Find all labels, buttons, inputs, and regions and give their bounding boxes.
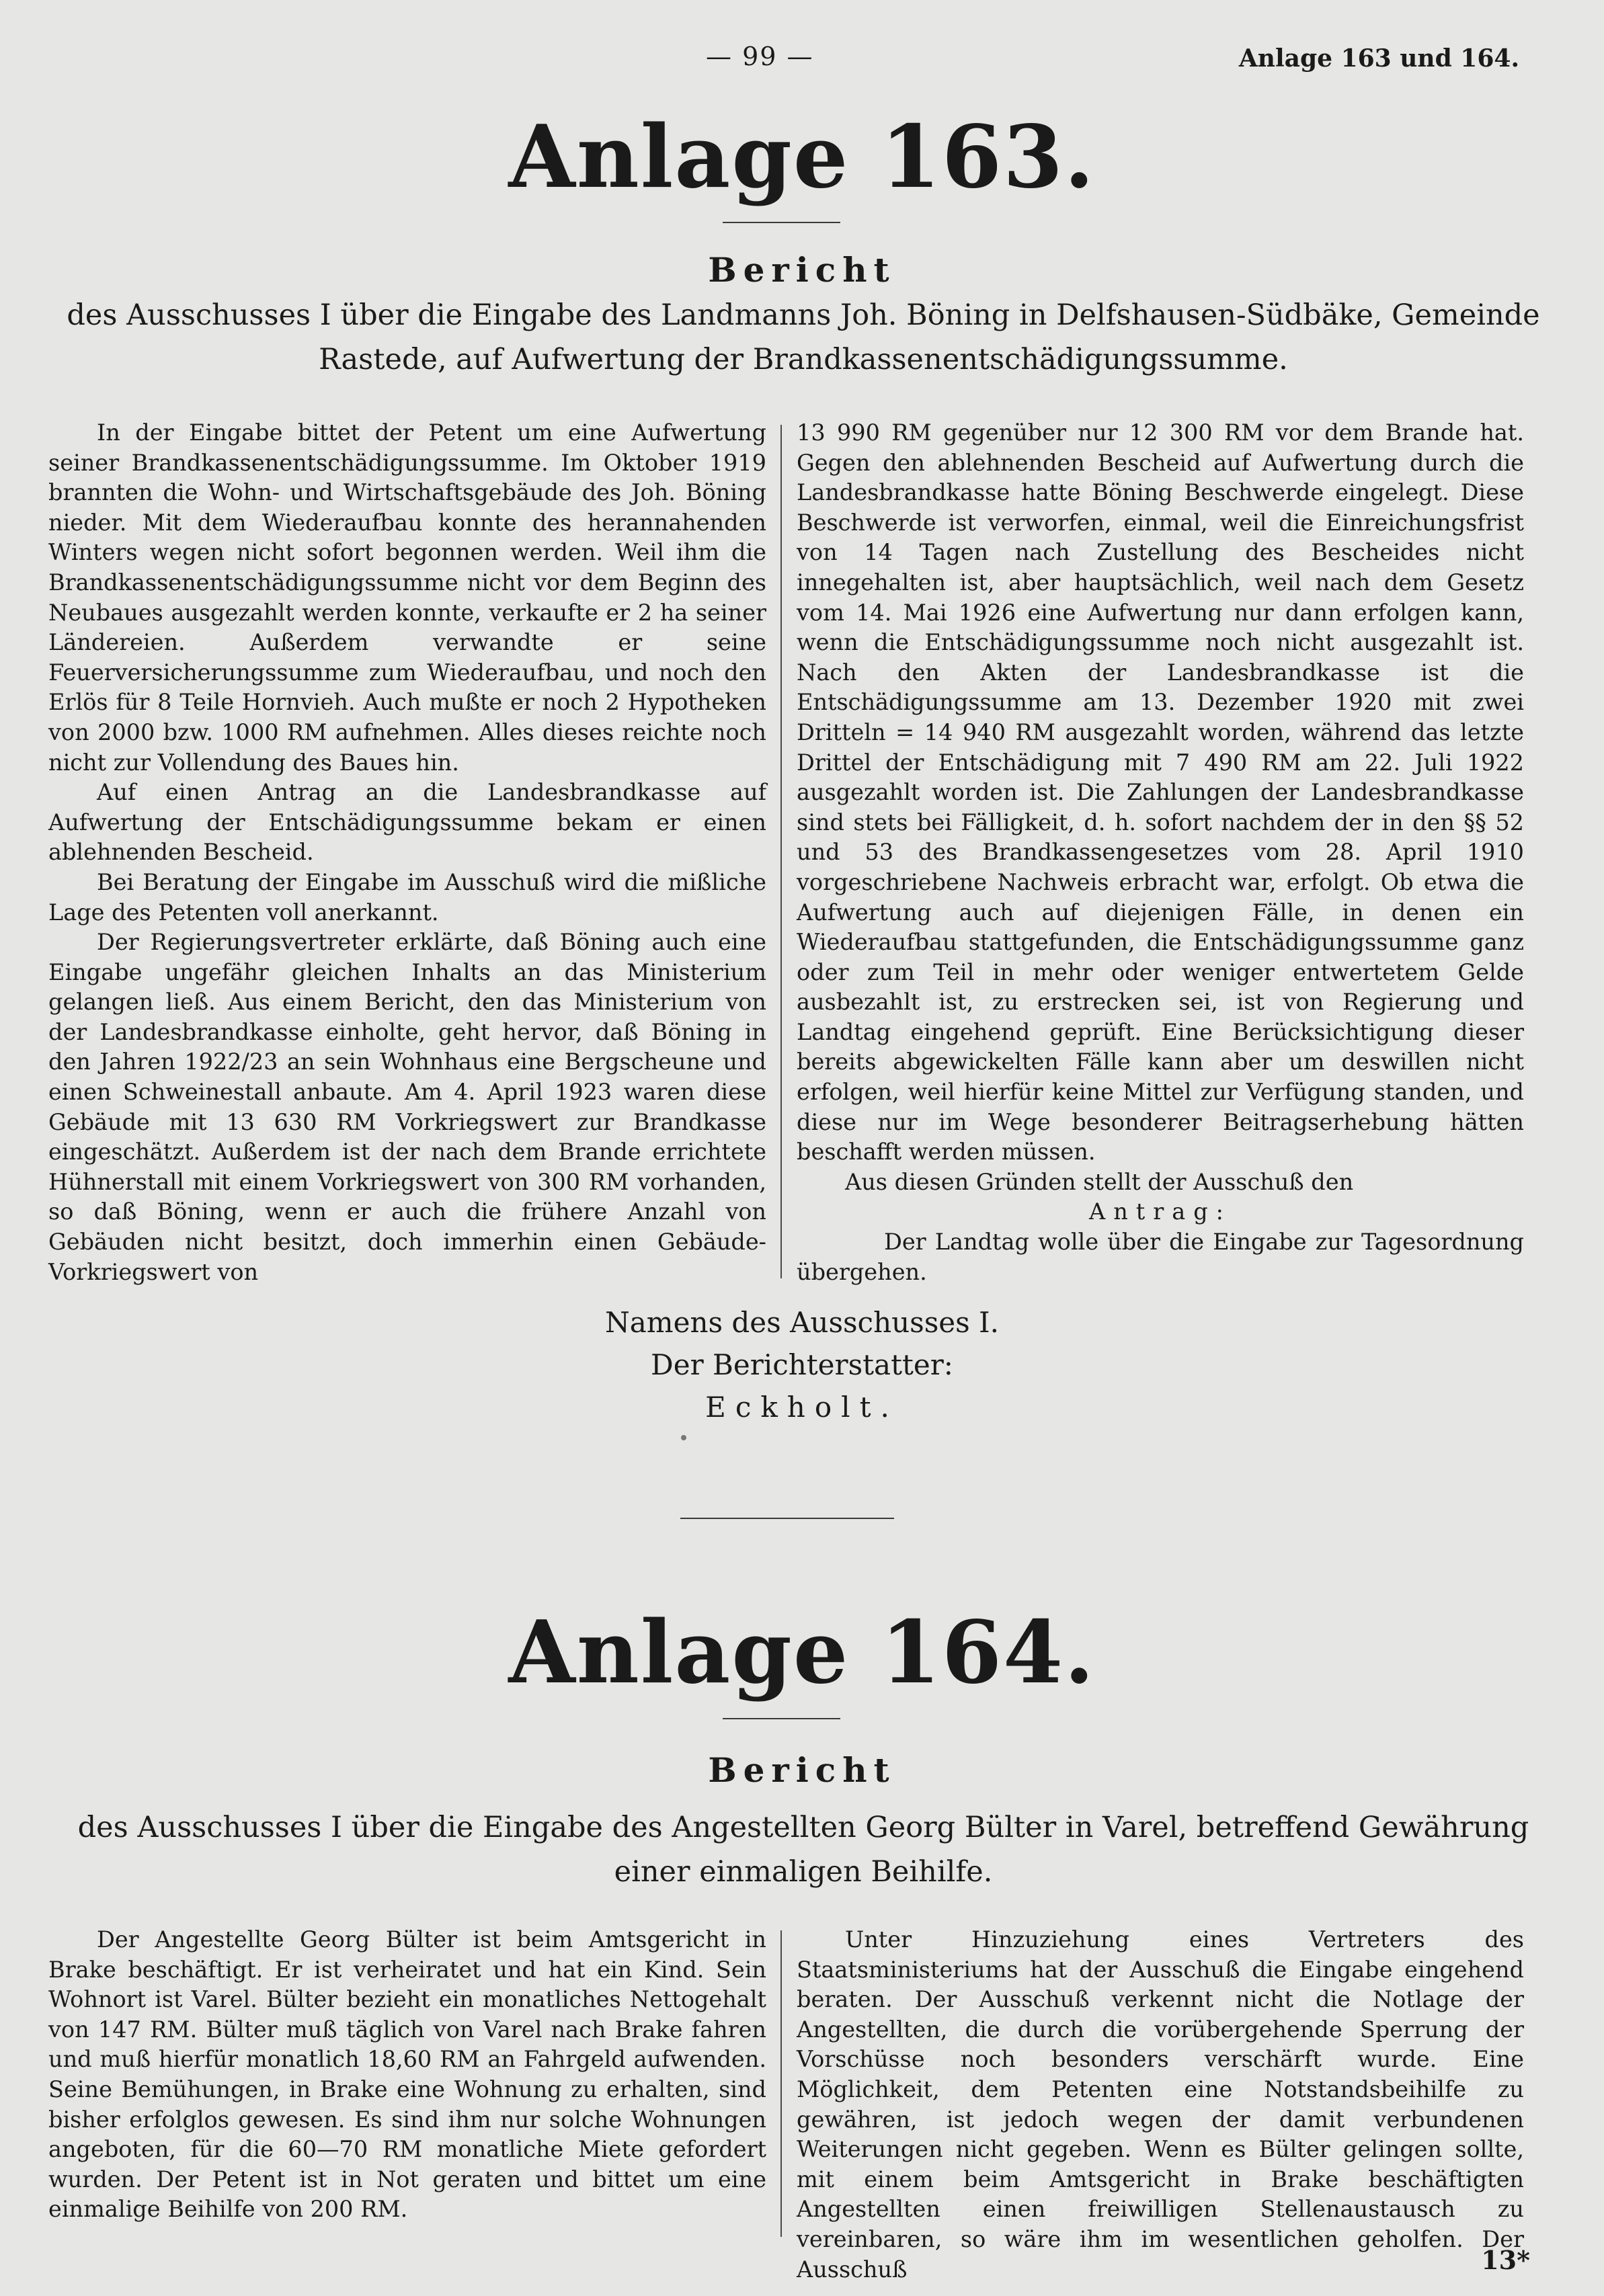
column-divider xyxy=(780,1930,782,2237)
signature-name: Eckholt. xyxy=(705,1391,899,1424)
paragraph: Der Angestellte Georg Bülter ist beim Amtsgericht in Brake beschäftigt. Er ist verheiratet und hat ein Kind. Sein Wohnort ist Varel. Bülter bezieht ein monatliches Nettogehalt von 147 RM. Bülter muß täglich von Varel nach Brake fahren und muß hierfür monatlich 18,60 RM an Fahrgeld aufwenden. Seine Bemühungen, in Brake eine Wohnung zu erhalten, sind bisher erfolglos gewesen. Es sind ihm nur solche Wohnungen angeboten, für die 60—70 RM monatliche Miete gefordert wurden. Der Petent ist in Not geraten und bittet um eine einmalige Beihilfe von 200 RM. xyxy=(48,1926,766,2223)
anlage-163-report-label: Bericht xyxy=(708,250,896,290)
page-header xyxy=(0,42,1604,82)
title-rule xyxy=(723,1718,840,1719)
column-divider xyxy=(780,425,782,1278)
antrag-label: Antrag: xyxy=(1089,1198,1232,1225)
anlage-163-left-column xyxy=(48,418,766,1287)
section-separator xyxy=(680,1518,894,1519)
anlage-163-right-column xyxy=(797,418,1524,1287)
page-number: — 99 — xyxy=(706,42,814,71)
paragraph: In der Eingabe bittet der Petent um eine Aufwertung seiner Brandkassenentschädigungssumme. Im Oktober 1919 brannten die Wohn- und Wirtschaftsgebäude des Joh. Böning nieder. Mit dem Wiederaufbau konnte des herannahenden Winters wegen nicht sofort begonnen werden. Weil ihm die Brandkassenentschädigungssumme nicht vor dem Beginn des Neubaues ausgezahlt werden konnte, verkaufte er 2 ha seiner Ländereien. Außerdem verwandte er seine Feuerversicherungssumme zum Wiederaufbau, und noch den Erlös für 8 Teile Hornvieh. Auch mußte er noch 2 Hypotheken von 2000 bzw. 1000 RM aufnehmen. Alles dieses reichte noch nicht zur Vollendung des Baues hin. xyxy=(48,419,766,776)
anlage-163-title: Anlage 163. xyxy=(508,107,1096,208)
running-title: Anlage 163 und 164. xyxy=(1238,44,1519,73)
sheet-signature: 13* xyxy=(1481,2245,1530,2275)
signature-committee: Namens des Ausschusses I. xyxy=(605,1306,999,1339)
paragraph: Unter Hinzuziehung eines Vertreters des Staatsministeriums hat der Ausschuß die Eingabe eingehend beraten. Der Ausschuß verkennt nicht die Notlage der Angestellten, die durch die vorübergehende Sperrung der Vorschüsse noch besonders verschärft wurde. Eine Möglichkeit, dem Petenten eine Notstandsbeihilfe zu gewähren, ist jedoch wegen der damit verbundenen Weiterungen nicht gegeben. Wenn es Bülter gelingen sollte, mit einem beim Amtsgericht in Brake beschäftigten Angestellten einen freiwilligen Stellenaustausch zu vereinbaren, so wäre ihm im wesentlichen geholfen. Der Ausschuß xyxy=(797,1926,1524,2283)
signature-role: Der Berichterstatter: xyxy=(651,1348,953,1381)
paragraph: Auf einen Antrag an die Landesbrandkasse auf Aufwertung der Entschädigungssumme bekam er einen ablehnenden Bescheid. xyxy=(48,779,766,866)
title-rule xyxy=(723,222,840,223)
antrag-text: Der Landtag wolle über die Eingabe zur Tagesordnung übergehen. xyxy=(797,1229,1524,1285)
print-speck xyxy=(681,1435,686,1440)
anlage-164-report-label: Bericht xyxy=(708,1750,896,1790)
anlage-164-subtitle: des Ausschusses I über die Eingabe des Angestellten Georg Bülter in Varel, betreffend Gewährung einer einmaligen Beihilfe. xyxy=(77,1811,1529,1889)
paragraph: Aus diesen Gründen stellt der Ausschuß den xyxy=(845,1168,1354,1195)
anlage-164-right-column xyxy=(797,1925,1524,2285)
anlage-163-subtitle: des Ausschusses I über die Eingabe des Landmanns Joh. Böning in Delfshausen-Südbäke, Gemeinde Rastede, auf Aufwertung der Brandkassenentschädigungssumme. xyxy=(67,298,1540,376)
paragraph: 13 990 RM gegenüber nur 12 300 RM vor dem Brande hat. Gegen den ablehnenden Bescheid auf Aufwertung durch die Landesbrandkasse hatte Böning Beschwerde eingelegt. Diese Beschwerde ist verworfen, einmal, weil die Einreichungsfrist von 14 Tagen nach Zustellung des Bescheides nicht innegehalten ist, aber hauptsächlich, weil nach dem Gesetz vom 14. Mai 1926 eine Aufwertung nur dann erfolgen kann, wenn die Entschädigungssumme noch nicht ausgezahlt ist. Nach den Akten der Landesbrandkasse ist die Entschädigungssumme am 13. Dezember 1920 mit zwei Dritteln = 14 940 RM ausgezahlt worden, während das letzte Drittel der Entschädigung mit 7 490 RM am 22. Juli 1922 ausgezahlt worden ist. Die Zahlungen der Landesbrandkasse sind stets bei Fälligkeit, d. h. sofort nachdem der in den §§ 52 und 53 des Brandkassengesetzes vom 28. April 1910 vorgeschriebene Nachweis erbracht war, erfolgt. Ob etwa die Aufwertung auch auf diejenigen Fälle, in denen ein Wiederaufbau stattgefunden, die Entschädigungssumme ganz oder zum Teil in mehr oder weniger entwertetem Gelde ausbezahlt ist, zu erstrecken sei, ist von Regierung und Landtag eingehend geprüft. Eine Berücksichtigung dieser bereits abgewickelten Fälle kann aber um deswillen nicht erfolgen, weil hierfür keine Mittel zur Verfügung standen, und diese nur im Wege besonderer Beitragserhebung hätten beschafft werden müssen. xyxy=(797,419,1524,1165)
paragraph: Der Regierungsvertreter erklärte, daß Böning auch eine Eingabe ungefähr gleichen Inhalts an das Ministerium gelangen ließ. Aus einem Bericht, den das Ministerium von der Landesbrandkasse einholte, geht hervor, daß Böning in den Jahren 1922/23 an sein Wohnhaus eine Bergscheune und einen Schweinestall anbaute. Am 4. April 1923 waren diese Gebäude mit 13 630 RM Vorkriegswert zur Brandkasse eingeschätzt. Außerdem ist der nach dem Brande errichtete Hühnerstall mit einem Vorkriegswert von 300 RM vorhanden, so daß Böning, wenn er auch die frühere Anzahl von Gebäuden nicht besitzt, doch immerhin einen Gebäude-Vorkriegswert von xyxy=(48,929,766,1285)
paragraph: Bei Beratung der Eingabe im Ausschuß wird die mißliche Lage des Petenten voll anerkannt. xyxy=(48,868,766,926)
anlage-164-title: Anlage 164. xyxy=(508,1602,1096,1703)
anlage-164-left-column xyxy=(48,1925,766,2225)
